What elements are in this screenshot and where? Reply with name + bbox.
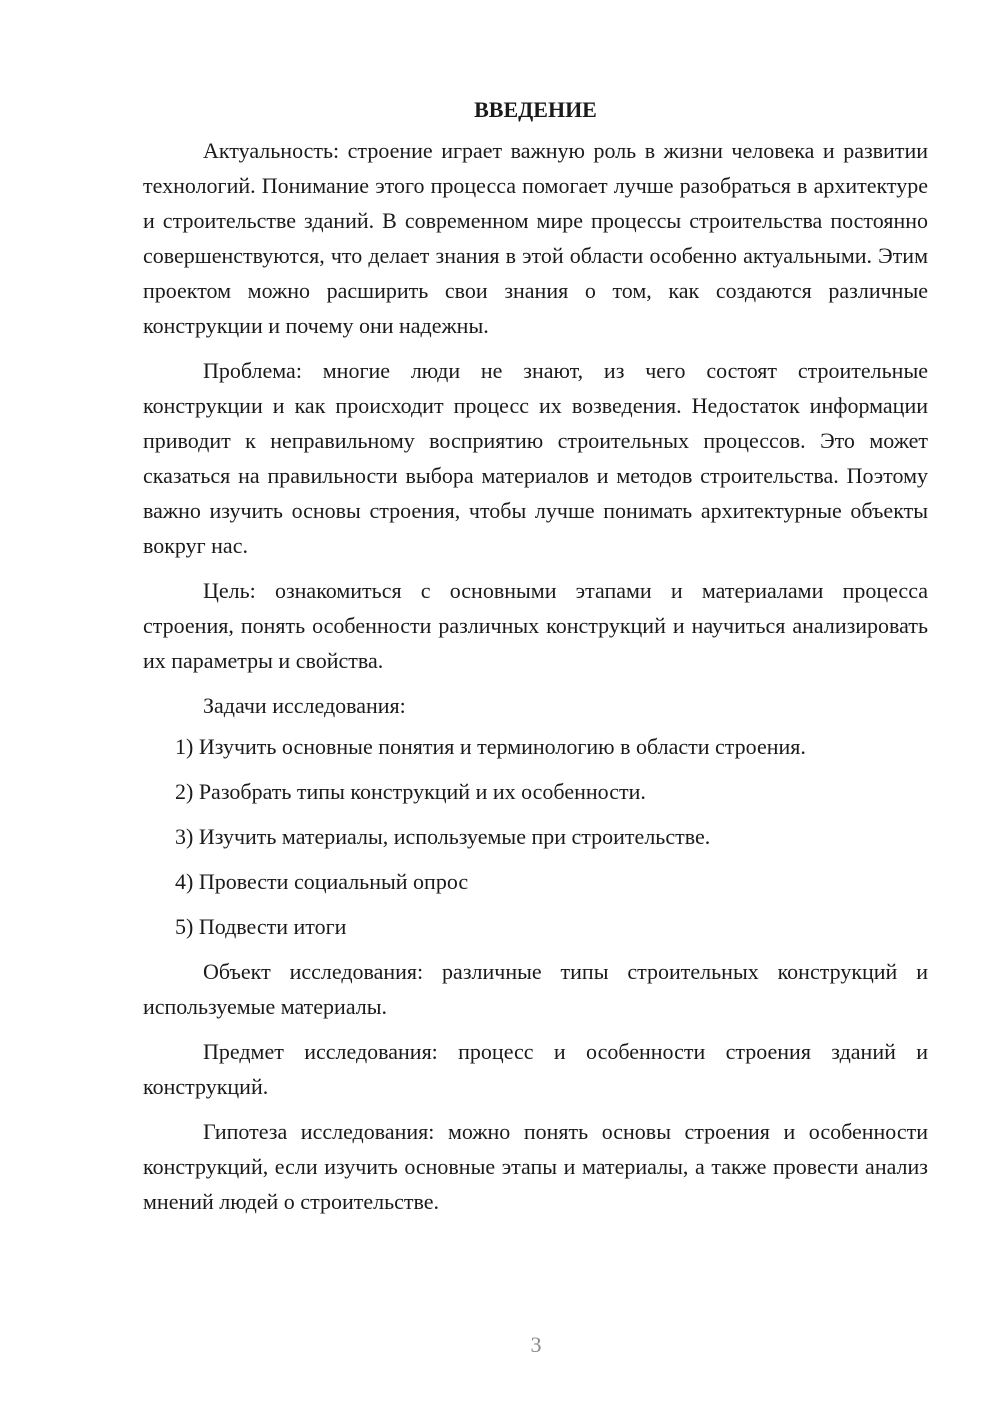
task-item: 5) Подвести итоги	[175, 914, 347, 939]
paragraph-subject: Предмет исследования: процесс и особенности строения зданий и конструкций.	[143, 1039, 928, 1099]
task-item: 3) Изучить материалы, используемые при строительстве.	[175, 824, 711, 849]
tasks-list	[143, 729, 928, 944]
paragraph-relevance: Актуальность: строение играет важную роль в жизни человека и развитии технологий. Понимание этого процесса помогает лучше разобраться в архитектуре и строительстве зданий. В современном мире процессы строительства постоянно совершенствуются, что делает знания в этой области особенно актуальными. Этим проектом можно расширить свои знания о том, как создаются различные конструкции и почему они надежны.	[143, 138, 928, 338]
paragraph-problem: Проблема: многие люди не знают, из чего состоят строительные конструкции и как происходит процесс их возведения. Недостаток информации приводит к неправильному восприятию строительных процессов. Это может сказаться на правильности выбора материалов и методов строительства. Поэтому важно изучить основы строения, чтобы лучше понимать архитектурные объекты вокруг нас.	[143, 358, 928, 558]
task-item: 1) Изучить основные понятия и терминологию в области строения.	[175, 734, 806, 759]
page-title: ВВЕДЕНИЕ	[474, 97, 597, 122]
paragraph-hypothesis: Гипотеза исследования: можно понять основы строения и особенности конструкций, если изучить основные этапы и материалы, а также провести анализ мнений людей о строительстве.	[143, 1119, 928, 1214]
paragraph-goal: Цель: ознакомиться с основными этапами и материалами процесса строения, понять особенности различных конструкций и научиться анализировать их параметры и свойства.	[143, 578, 928, 673]
task-item: 4) Провести социальный опрос	[175, 869, 469, 894]
task-item: 2) Разобрать типы конструкций и их особенности.	[175, 779, 646, 804]
page-number: 3	[530, 1332, 542, 1357]
document-page	[143, 92, 928, 1229]
tasks-heading: Задачи исследования:	[203, 693, 406, 718]
paragraph-object: Объект исследования: различные типы строительных конструкций и используемые материалы.	[143, 959, 928, 1019]
